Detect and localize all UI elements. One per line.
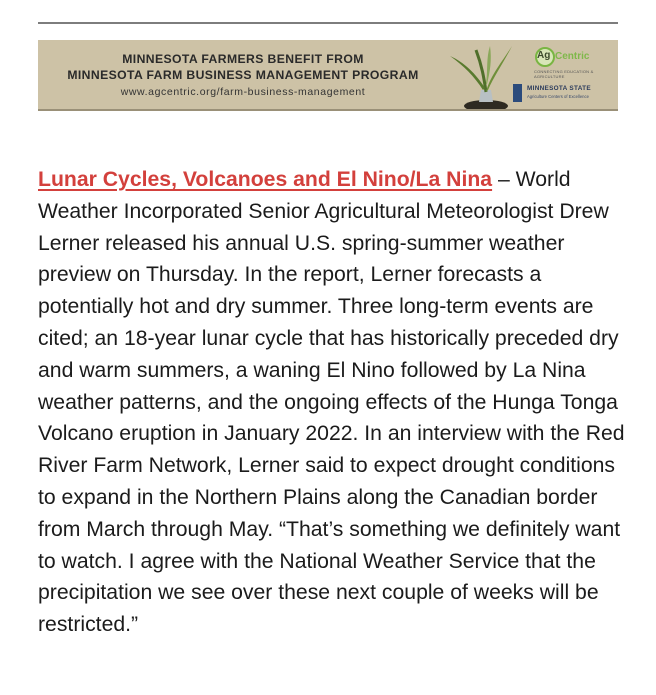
mn-state-flag-icon bbox=[513, 84, 522, 102]
article-paragraph bbox=[38, 164, 628, 641]
mn-state-subtitle: Agriculture Centers of Excellence bbox=[527, 94, 589, 99]
article-link[interactable]: Lunar Cycles, Volcanoes and El Nino/La Nina bbox=[38, 168, 493, 191]
agcentric-tagline: CONNECTING EDUCATION & AGRICULTURE bbox=[534, 69, 594, 79]
agcentric-ag-text: Ag bbox=[537, 50, 551, 61]
banner-headline-line2: MINNESOTA FARM BUSINESS MANAGEMENT PROGRAM bbox=[67, 68, 419, 82]
agcentric-centric-text: Centric bbox=[555, 51, 590, 62]
minnesota-state-logo bbox=[513, 84, 618, 106]
mn-state-name: MINNESOTA STATE bbox=[527, 85, 591, 92]
banner-text bbox=[38, 51, 448, 101]
banner-headline-line1: MINNESOTA FARMERS BENEFIT FROM bbox=[122, 52, 364, 66]
article-body: – World Weather Incorporated Senior Agricultural Meteorologist Drew Lerner released his annual U.S. spring-summer weather preview on Thursday. In the report, Lerner forecasts a potentially hot and dry summer. Three long-term events are cited; an 18-year lunar cycle that has historically preceded dry and warm summers, a waning El Nino followed by La Nina weather patterns, and the ongoing effects of the Hunga Tonga Volcano eruption in January 2022. In an interview with the Red River Farm Network, Lerner said to expect drought conditions to expand in the Northern Plains along the Canadian border from March through May. “That’s something we definitely want to watch. I agree with the National Weather Service that the precipitation we see over these next couple of weeks will be restricted.” bbox=[38, 168, 625, 637]
banner-url: www.agcentric.org/farm-business-management bbox=[120, 86, 366, 98]
section-divider bbox=[38, 22, 618, 24]
agcentric-logo bbox=[516, 47, 616, 77]
ad-banner[interactable] bbox=[38, 40, 618, 111]
